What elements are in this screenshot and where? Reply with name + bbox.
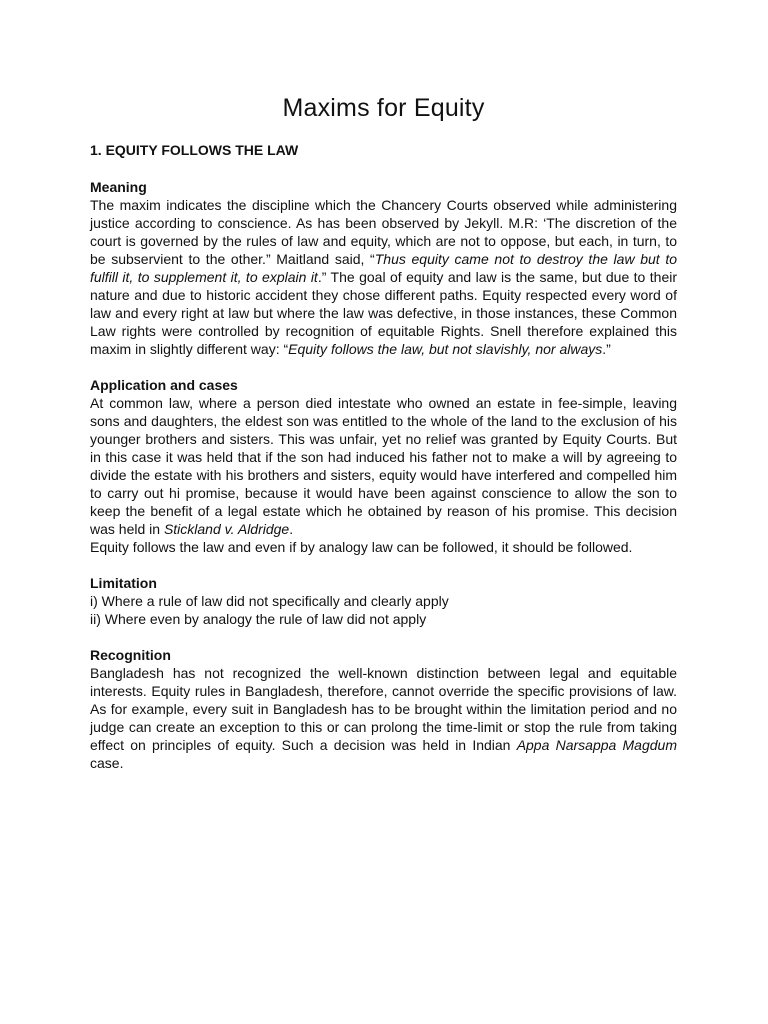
case-stickland: Stickland v. Aldridge (163, 521, 290, 537)
snell-quote: Equity follows the law, but not slavishly, nor always (288, 341, 603, 357)
limitation-item: ii) Where even by analogy the rule of law did not apply (90, 611, 427, 627)
recognition-paragraph (90, 664, 677, 772)
recognition-text-2: case. (90, 755, 124, 771)
meaning-text-3: .” (602, 341, 611, 357)
subheading-meaning: Meaning (90, 179, 147, 195)
subheading-limitation: Limitation (90, 575, 157, 591)
application-paragraph (90, 394, 677, 538)
meaning-text-2: .” The goal of equity and law is the same, but due to their nature and due to historic accident they chose different paths. Equity respected every word of law and every right at law but where the law was defective, in those instances, these Common Law rights were controlled by recognition of equitable Rights. Snell therefore explained this maxim in slightly different way: “ (90, 269, 677, 357)
application-text-1: At common law, where a person died intestate who owned an estate in fee-simple, leaving sons and daughters, the eldest son was entitled to the whole of the land to the exclusion of his younger brothers and sisters. This was unfair, yet no relief was granted by Equity Courts. But in this case it was held that if the son had induced his father not to make a will by agreeing to divide the estate with his brothers and sisters, equity would have interfered and compelled him to carry out hi promise, because it would have been against conscience to allow the son to keep the benefit of a legal estate which he obtained by reason of his promise. This decision was held in (90, 395, 677, 537)
application-text-2: . (289, 521, 294, 537)
meaning-text-1: The maxim indicates the discipline which the Chancery Courts observed while administering justice according to conscience. As has been observed by Jekyll. M.R: ‘The discretion of the court is governed by the rules of law and equity, which are not to oppose, but each, in turn, to be subservient to the other.” Maitland said, “ (90, 197, 677, 267)
document-page (90, 92, 677, 772)
case-appa-narsappa: Appa Narsappa Magdum (516, 737, 677, 753)
section-heading: 1. EQUITY FOLLOWS THE LAW (90, 142, 299, 158)
meaning-paragraph (90, 196, 677, 358)
limitation-item: i) Where a rule of law did not specifically and clearly apply (90, 593, 449, 609)
subheading-recognition: Recognition (90, 647, 171, 663)
document-title: Maxims for Equity (282, 94, 485, 122)
subheading-application: Application and cases (90, 377, 238, 393)
recognition-text-1: Bangladesh has not recognized the well-known distinction between legal and equitable interests. Equity rules in Bangladesh, therefore, cannot override the specific provisions of law. As for example, every suit in Bangladesh has to be brought within the limitation period and no judge can create an exception to this or can prolong the time-limit or stop the rule from taking effect on principles of equity. Such a decision was held in Indian (90, 665, 677, 753)
application-closing-line: Equity follows the law and even if by analogy law can be followed, it should be followed. (90, 539, 633, 555)
maitland-quote: Thus equity came not to destroy the law but to fulfill it, to supplement it, to explain it (90, 251, 677, 285)
